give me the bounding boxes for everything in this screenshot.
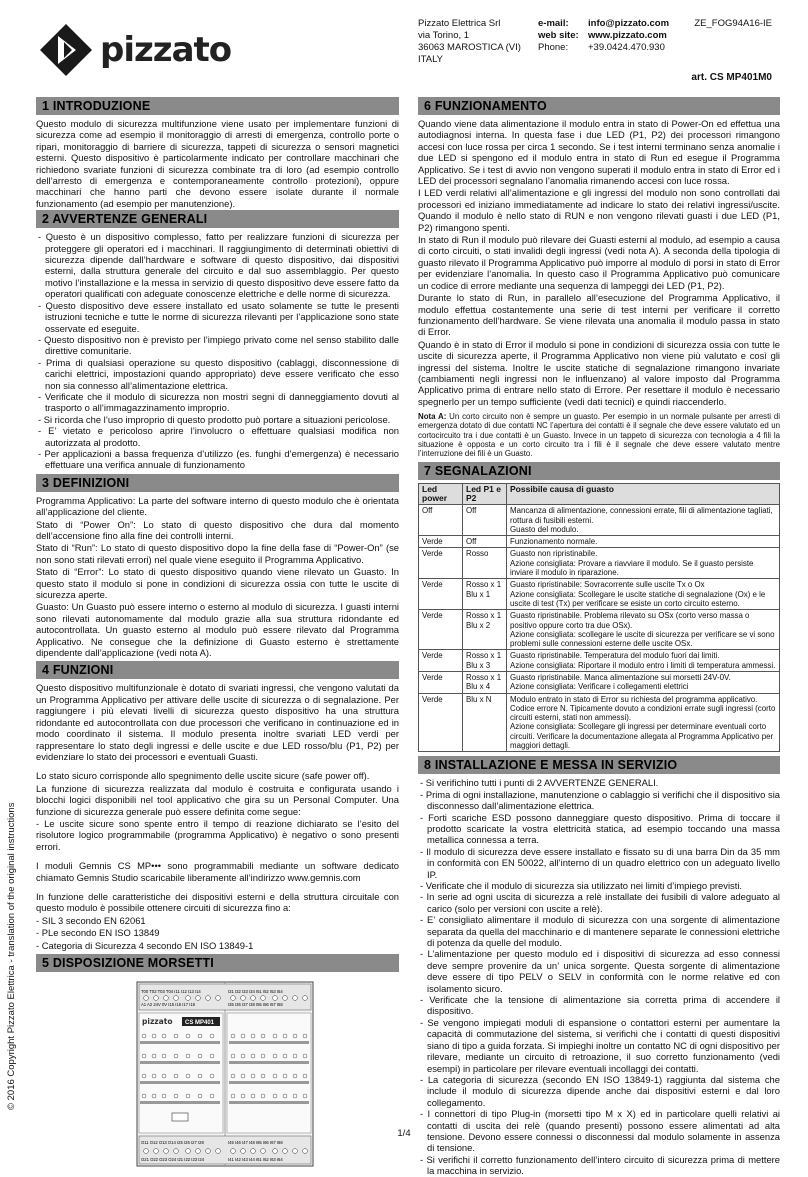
safety-level: - Categoria di Sicurezza 4 secondo EN ISO 13849-1	[36, 939, 254, 951]
definition-paragraph: Stato di “Power On”: Lo stato di questo dispositivo che dura dal momento dell’accensione fino alla fine dei controlli interni.	[36, 518, 399, 541]
note-a-label: Nota A:	[418, 412, 447, 422]
pizzato-logo-icon	[38, 22, 94, 78]
left-column	[36, 97, 399, 1172]
terminal-row-top-2-left: A1 A2 24V 0V I15 I16 I17 I18	[141, 1002, 196, 1007]
operation-paragraph: I LED verdi relativi all’alimentazione e gli ingressi del modulo non sono controllati dai processori ed iniziano immediatamente ad indicare lo stato dei relativi ingressi/uscite. Quando il modulo è nello stato di RUN e non vengono rilevati guasti i due LED (P1, P2) rimangono spenti.	[418, 187, 780, 233]
cell-cause: Guasto ripristinabile: Sovracorrente sulle uscite Tx o Ox Azione consigliata: Scollegare le uscite statiche di segnalazione (Ox) e le uscite di test (Tx) per verificare se esiste un corto circuito esterno.	[507, 579, 780, 610]
phone-label: Phone:	[538, 42, 569, 53]
table-header-row	[419, 483, 780, 505]
terminal-row-top-1-left: T00 T02 T03 T04 I11 I12 I13 I14	[141, 989, 201, 994]
operation-paragraph: Quando è in stato di Error il modulo si pone in condizioni di sicurezza ossia con tutte le uscite di sicurezza aperte, il Programma Applicativo non viene più valutato e così gli ingressi del sistema. Inoltre le uscite statiche di segnalazione rimangono invariate (cambiamenti negli ingressi non le influenzano) al valore imposto dal Programma Applicativo prima di entrare nello stato di Errore. Per resettare il modulo è necessario spegnerlo per un tempo sufficiente (vedi dati tecnici) e quindi riaccenderlo.	[418, 338, 780, 407]
section-4-title: 4 FUNZIONI	[36, 661, 399, 679]
section-6-title: 6 FUNZIONAMENTO	[418, 97, 780, 115]
col-header-led-power: Led power	[419, 483, 463, 505]
cell-led-power: Verde	[419, 693, 463, 752]
cell-led-power: Off	[419, 505, 463, 536]
table-row	[419, 693, 780, 752]
installation-item: - Se vengono impiegati moduli di espansione o contattori esterni per aumentare la capacità di commutazione del sistema, si verifichi che i contatti di questi dispositivi siano di tipo a guida forzata. Si impieghi inoltre un contatto NC di ogni dispositivo per rilevare, mediante un circuito di retroazione, il suo corretto funzionamento (vedi esempi) in particolare per rilevare eventuali incollaggi dei contatti.	[420, 1016, 780, 1074]
installation-item: - In serie ad ogni uscita di sicurezza a relè installate dei fusibili di valore adeguato al carico (solo per versioni con uscite a relè).	[420, 891, 780, 914]
warning-item: - Verificate che il modulo di sicurezza non mostri segni di danneggiamento dovuti al trasporto o all’immagazzinamento improprio.	[38, 390, 399, 414]
installation-item: - Il modulo di sicurezza deve essere installato e fissato su di una barra Din da 35 mm in conformità con EN 50022, all’interno di un quadro elettrico con un adeguato livello IP.	[420, 845, 780, 880]
installation-item: - Forti scariche ESD possono danneggiare questo dispositivo. Prima di toccare il prodotto scaricate la vostra elettricità statica, ad esempio toccando una massa metallica connessa a terra.	[420, 811, 780, 846]
terminal-row-bottom-1-right: I45 I46 I47 I48 I65 I66 I67 I68	[228, 1140, 283, 1145]
company-address	[418, 18, 521, 66]
functions-paragraph: La funzione di sicurezza realizzata dal modulo è costruita e configurata usando i blocchi logici disponibili nel tool applicativo che gira su un Personal Computer. Una funzione di sicurezza generale può essere definita come segue:	[36, 782, 399, 817]
warning-item: - Prima di qualsiasi operazione su questo dispositivo (cablaggi, disconnessione di carichi elettrici, impostazioni quando appropriato) deve essere verificato che esso non sia connesso all’alimentazione elettrica.	[38, 356, 399, 391]
terminal-row-bottom-2-left: O21 O22 O23 O24 I21 I22 I23 I24	[141, 1157, 205, 1162]
email-link[interactable]: info@pizzato.com	[588, 18, 670, 29]
installation-item: - La categoria di sicurezza (secondo EN ISO 13849-1) raggiunta dal sistema che include il modulo di sicurezza dipende anche dai dispositivi esterni e dal loro collegamento.	[420, 1073, 780, 1108]
section-2-title: 2 AVVERTENZE GENERALI	[36, 210, 399, 228]
warning-item: - Questo è un dispositivo complesso, fatto per realizzare funzioni di sicurezza per proteggere gli operatori ed i macchinari. Il raggiungimento di determinati obiettivi di sicurezza dipende dall’hardware e software di questo dispositivo, dai dispositivi esterni, dalla struttura generale del circuito e dal suo assemblaggio. Per questo motivo l’installazione e la messa in servizio di questo dispositivo deve essere fatto da operatori qualificati con adeguate conoscenze elettriche e delle norme di sicurezza.	[38, 231, 399, 300]
cell-cause: Guasto ripristinabile. Manca alimentazione sui morsetti 24V-0V. Azione consigliata: Verificare i collegamenti elettrici	[507, 671, 780, 693]
web-link[interactable]: www.pizzato.com	[588, 30, 667, 41]
table-row	[419, 650, 780, 672]
definition-paragraph: Stato di “Error”: Lo stato di questo dispositivo quando viene rilevato un Guasto. In questo stato il modulo si pone in condizioni di sicurezza ossia con tutte le uscite di sicurezza aperte.	[36, 566, 399, 601]
note-a	[418, 412, 780, 458]
definition-paragraph: Guasto: Un Guasto può essere interno o esterno al modulo di sicurezza. I guasti interni sono rilevati autonomamente dal modulo grazie alla sua struttura ridondante ed autocontrollata. Un guasto esterno al modulo può essere rilevato dal Programma Applicativo. Ne consegue che la definizione di Guasto esterno è strettamente dipendente dall’applicazione (vedi nota A).	[36, 601, 399, 659]
definition-paragraph: Programma Applicativo: La parte del software interno di questo modulo che è orientata all’applicazione del cliente.	[36, 494, 399, 518]
note-a-text: Un corto circuito non è sempre un guasto. Per esempio in un normale pulsante per arresti di emergenza dotato di due contatti NC l’apertura dei contatti è il segnale che deve essere valutato ed un cortocircuito tra i due contatti è un Guasto. Invece in un tappeto di sicurezza con tecnologia a 4 fili la situazione è opposta e un corto circuito tra i fili è il segnale che deve essere valutato mentre l’interruzione dei fili è un Guasto.	[418, 412, 780, 459]
brand-name: pizzato	[100, 30, 232, 70]
email-label: e-mail:	[538, 18, 569, 29]
right-column	[418, 97, 780, 1177]
table-row	[419, 671, 780, 693]
cell-led-p1p2: Off	[463, 536, 507, 548]
installation-item: - Si verifichi il corretto funzionamento dell’intero circuito di sicurezza prima di mettere la macchina in servizio.	[420, 1153, 780, 1177]
cell-led-p1p2: Rosso x 1 Blu x 3	[463, 650, 507, 672]
cell-led-p1p2: Blu x N	[463, 693, 507, 752]
module-label: CS MP401	[185, 1020, 215, 1026]
section-8-title: 8 INSTALLAZIONE E MESSA IN SERVIZIO	[418, 756, 780, 774]
table-row	[419, 505, 780, 536]
terminal-row-top-1-right: I31 I32 I33 I34 I51 I52 I53 I54	[228, 989, 283, 994]
table-row	[419, 548, 780, 579]
warning-item: - Si ricorda che l’uso improprio di questo prodotto può portare a situazioni pericolose.	[38, 413, 391, 425]
functions-paragraph: - Le uscite sicure sono spente entro il tempo di reazione dichiarato se l’esito del risolutore logico programmabile (programma Applicativo) è negativo o sono presenti errori.	[36, 817, 399, 852]
terminal-row-bottom-1-left: O11 O12 O13 O14 I25 I26 I27 I28	[141, 1140, 204, 1145]
terminal-row-top-2-right: I35 I36 I37 I38 I55 I56 I57 I58	[228, 1002, 283, 1007]
section-7-title: 7 SEGNALAZIONI	[418, 462, 780, 480]
safety-level: - PLe secondo EN ISO 13849	[36, 927, 160, 939]
table-row	[419, 579, 780, 610]
cell-cause: Guasto non ripristinabile. Azione consigliata: Provare a riavviare il modulo. Se il guasto persiste inviare il modulo in riparazione.	[507, 548, 780, 579]
section-1-title: 1 INTRODUZIONE	[36, 97, 399, 115]
table-row	[419, 536, 780, 548]
contact-info	[538, 18, 669, 54]
col-header-led-p1p2: Led P1 e P2	[463, 483, 507, 505]
company-name: Pizzato Elettrica Srl	[418, 18, 501, 29]
terminal-diagram	[136, 981, 314, 1167]
company-street: via Torino, 1	[418, 30, 470, 41]
table-row	[419, 610, 780, 650]
warning-item: - Per applicazioni a bassa frequenza d’utilizzo (es. funghi d’emergenza) è necessario effettuare una verifica annuale di funzionamento	[38, 447, 399, 471]
cell-led-power: Verde	[419, 610, 463, 650]
installation-item: - Verificate che la tensione di alimentazione sia corretta prima di accendere il dispositivo.	[420, 994, 780, 1017]
cell-led-power: Verde	[419, 536, 463, 548]
installation-item: - Verificate che il modulo di sicurezza sia utilizzato nei limiti d’impiego previsti.	[420, 880, 743, 892]
copyright-notice: © 2016 Copyright Pizzato Elettrica - translation of the original instructions	[6, 802, 17, 1110]
installation-list	[418, 777, 780, 1176]
cell-led-power: Verde	[419, 579, 463, 610]
cell-led-p1p2: Rosso x 1 Blu x 1	[463, 579, 507, 610]
company-city: 36063 MAROSTICA (VI)	[418, 42, 521, 53]
cell-cause: Mancanza di alimentazione, connessioni errate, fili di alimentazione tagliati, rottura di fusibili esterni. Guasto del modulo.	[507, 505, 780, 536]
cell-cause: Funzionamento normale.	[507, 536, 780, 548]
definition-paragraph: Stato di “Run”: Lo stato di questo dispositivo dopo la fine della fase di “Power-On” (se non sono stati rilevati errori) nel quale viene eseguito il Programma Applicativo.	[36, 542, 399, 565]
operation-paragraph: Quando viene data alimentazione il modulo entra in stato di Power-On ed effettua una autodiagnosi interna. In questa fase i due LED (P1, P2) dei processori rimangono accesi con luce rossa per circa 1 secondo. Se i test interni terminano senza anomalie i due LED si spengono ed il modulo entra in stato di Run ed esegue il Programma Applicativo. Se i test di avvio non vengono superati il modulo entra in stato di Error ed i LED dei processori segnalano l’anomalia rimanendo accesi con luce rossa.	[418, 118, 780, 187]
installation-item: - Si verifichino tutti i punti di 2 AVVERTENZE GENERALI.	[420, 777, 659, 789]
operation-paragraph: Durante lo stato di Run, in parallelo all’esecuzione del Programma Applicativo, il modulo effettua costantemente una serie di test interni per verificare il corretto funzionamento dell’hardware. Se viene rilevata una anomalia il modulo passa in stato di Error.	[418, 292, 780, 338]
functions-paragraph: Questo dispositivo multifunzionale è dotato di svariati ingressi, che vengono valutati da un Programma Applicativo per attivare delle uscite di sicurezza o di segnalazione. Per raggiungere i più elevati livelli di sicurezza questo dispositivo ha una struttura ridondante ed autocontrollata con due processori che verificano in continuazione ed in modo coordinato il sistema. Il modulo presenta inoltre svariati LED verdi per rappresentare lo stato degli ingressi e delle uscite e due LED rosso/blu (P1, P2) per evidenziare lo stato dei processori e eventuali Guasti.	[36, 682, 399, 762]
cell-led-p1p2: Rosso	[463, 548, 507, 579]
section-5-title: 5 DISPOSIZIONE MORSETTI	[36, 954, 399, 972]
page-number: 1/4	[397, 1128, 411, 1139]
safety-level: - SIL 3 secondo EN 62061	[36, 914, 146, 926]
functions-paragraph: Lo stato sicuro corrisponde allo spegnimento delle uscite sicure (safe power off).	[36, 770, 370, 782]
cell-cause: Modulo entrato in stato di Error su richiesta del programma applicativo. Codice errore N. Tipicamente dovuto a condizioni errate sugli ingressi (corto circuiti esterni, stati non ammessi). Azione consigliata: Scollegare gli ingressi per determinare eventuali corto circuiti. Verificare la documentazione allegata al Programma Applicativo per maggiori dettagli.	[507, 693, 780, 752]
installation-item: - Prima di ogni installazione, manutenzione o cablaggio si verifichi che il dispositivo sia disconnesso dall’alimentazione elettrica.	[420, 788, 780, 812]
cell-led-power: Verde	[419, 650, 463, 672]
functions-paragraph: I moduli Gemnis CS MP••• sono programmabili mediante un software dedicato chiamato Gemnis Studio scaricabile liberamente all’indirizzo www.gemnis.com	[36, 860, 399, 883]
phone-number: +39.0424.470.930	[588, 42, 665, 53]
section-3-title: 3 DEFINIZIONI	[36, 474, 399, 492]
installation-item: - L’alimentazione per questo modulo ed i dispositivi di sicurezza ad esso connessi deve sempre provenire da un’ unica sorgente. Questa sorgente di alimentazione deve essere di tipo PELV o SELV in conformità con le norme relative ed con isolamento sicuro.	[420, 948, 780, 994]
document-code: ZE_FOG94A16-IE	[694, 18, 772, 29]
warning-item: - E’ vietato e pericoloso aprire l’involucro o effettuare qualsiasi modifica non autorizzata al prodotto.	[38, 425, 399, 448]
col-header-cause: Possibile causa di guasto	[507, 483, 780, 505]
installation-item: - I connettori di tipo Plug-in (morsetti tipo M x X) ed in particolare quelli relativi ai contatti di uscita dei relè (quando presenti) possono essere alimentati ad alta tensione. Devono essere connessi o disconnessi dal modulo solamente in assenza di tensione.	[420, 1108, 780, 1154]
warning-item: - Questo dispositivo deve essere installato ed usato solamente se tutte le presenti istruzioni tecniche e tutte le norme di sicurezza rilevanti per l’applicazione sono state osservate ed eseguite.	[38, 299, 399, 334]
signals-table	[418, 483, 780, 753]
section-1-text: Questo modulo di sicurezza multifunzione viene usato per implementare funzioni di sicurezza come ad esempio il monitoraggio di arresti di emergenza, controllo porte o ripari, monitoraggio di barriere di sicurezza, tappeti di sicurezza o sensori magnetici esterni. Questo dispositivo è particolarmente indicato per controllare macchinari che richiedono svariate funzioni di sicurezza combinate tra di loro (ad esempio controllo dell’arresto di emergenza e contemporaneamente controllo protezioni), oppure macchinari che hanno parti che devono essere isolate durante il normale funzionamento (ad esempio per manutenzione).	[36, 118, 399, 209]
terminal-row-bottom-2-right: I41 I42 I43 I44 I61 I62 I63 I64	[228, 1157, 283, 1162]
web-label: web site:	[538, 30, 579, 41]
article-code: art. CS MP401M0	[691, 72, 772, 83]
cell-led-power: Verde	[419, 548, 463, 579]
cell-led-p1p2: Rosso x 1 Blu x 2	[463, 610, 507, 650]
module-brand: pizzato	[142, 1017, 173, 1026]
cell-led-p1p2: Rosso x 1 Blu x 4	[463, 671, 507, 693]
functions-paragraph: In funzione delle caratteristiche dei dispositivi esterni e della struttura circuitale con questo modulo è possibile ottenere circuiti di sicurezza fino a:	[36, 890, 399, 914]
operation-paragraph: In stato di Run il modulo può rilevare dei Guasti esterni al modulo, ad esempio a causa di corto circuiti, o stati invalidi degli ingressi (vedi nota A). A seconda della tipologia di guasto rilevato il Programma Applicativo può imporre al modulo di porsi in stato di Error per evidenziare l’anomalia. In questo caso il Programma Applicativo può comunicare un codice di errore mediante una sequenza di lampeggi dei LED (P1, P2).	[418, 234, 780, 291]
cell-led-p1p2: Off	[463, 505, 507, 536]
usb-port	[172, 1113, 188, 1121]
installation-item: - E’ consigliato alimentare il modulo di sicurezza con una sorgente di alimentazione separata da quella del macchinario e di mantenere separate le connessioni elettriche di potenza da quelle del modulo.	[420, 914, 780, 949]
company-country: ITALY	[418, 54, 443, 65]
cell-cause: Guasto ripristinabile. Problema rilevato su OSx (corto verso massa o positivo oppure corto tra due OSx). Azione consigliata: scollegare le uscite di sicurezza per verificare se vi sono problemi sulle connessioni esterne delle uscite OSx.	[507, 610, 780, 650]
warning-item: - Questo dispositivo non è previsto per l’impiego privato come nel senso stabilito dalle direttive comunitarie.	[38, 333, 399, 357]
cell-led-power: Verde	[419, 671, 463, 693]
cell-cause: Guasto ripristinabile. Temperatura del modulo fuori dai limiti. Azione consigliata: Riportare il modulo entro i limiti di temperatura ammessi.	[507, 650, 780, 672]
brand-logo	[38, 22, 232, 78]
